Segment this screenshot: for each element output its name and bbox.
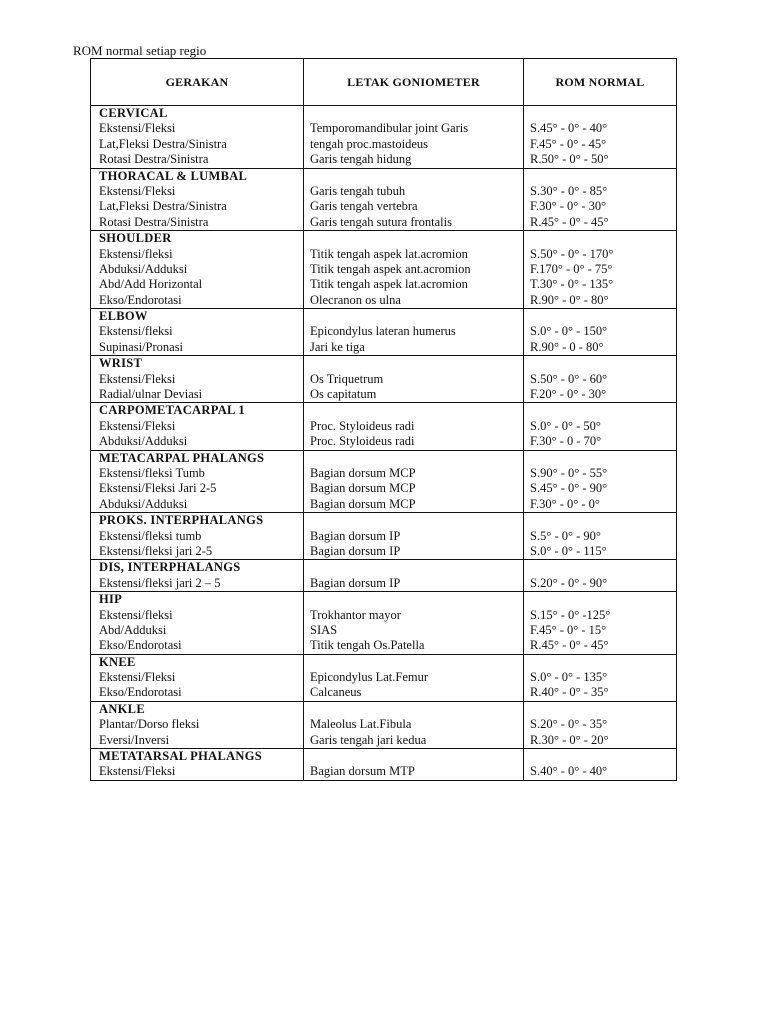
goniometer-cell: Bagian dorsum IP bbox=[304, 576, 524, 591]
goniometer-cell: Garis tengah jari kedua bbox=[304, 733, 524, 748]
section-title-row bbox=[91, 702, 676, 717]
gerakan-cell: Ekso/Endorotasi bbox=[91, 293, 304, 308]
rom-normal-cell: S.30° - 0° - 85° bbox=[530, 183, 608, 198]
gerakan-cell: Ekstensi/fleksi jari 2-5 bbox=[91, 544, 304, 559]
goniometer-cell: Jari ke tiga bbox=[304, 340, 524, 355]
goniometer-cell: Proc. Styloideus radi bbox=[304, 419, 524, 434]
table-row bbox=[91, 372, 676, 387]
rom-normal-cell: S.20° - 0° - 90° bbox=[530, 575, 608, 590]
empty-cell bbox=[304, 309, 524, 324]
goniometer-cell: Bagian dorsum MTP bbox=[304, 764, 524, 779]
section-9 bbox=[91, 591, 676, 654]
empty-cell bbox=[524, 749, 676, 764]
section-7 bbox=[91, 512, 676, 559]
table-row bbox=[91, 293, 676, 308]
section-title-row bbox=[91, 749, 676, 764]
section-title: CERVICAL bbox=[91, 106, 304, 121]
table-row bbox=[91, 623, 676, 638]
empty-cell bbox=[304, 451, 524, 466]
goniometer-cell: Trokhantor mayor bbox=[304, 608, 524, 623]
empty-cell bbox=[304, 231, 524, 246]
empty-cell bbox=[524, 169, 676, 184]
gerakan-cell: Abd/Adduksi bbox=[91, 623, 304, 638]
table-row bbox=[91, 419, 676, 434]
empty-cell bbox=[304, 592, 524, 607]
table-body bbox=[91, 105, 676, 780]
gerakan-cell: Ekstensi/fleksi tumb bbox=[91, 529, 304, 544]
gerakan-cell: Ekstensi/Fleksi bbox=[91, 670, 304, 685]
table-row bbox=[91, 247, 676, 262]
table-header bbox=[91, 59, 676, 105]
rom-normal-cell: F.30° - 0° - 0° bbox=[530, 496, 600, 511]
empty-cell bbox=[524, 403, 676, 418]
rom-normal-cell: S.90° - 0° - 55° bbox=[530, 465, 608, 480]
table-row bbox=[91, 199, 676, 214]
table-row bbox=[91, 466, 676, 481]
section-5 bbox=[91, 402, 676, 449]
rom-normal-cell: R.40° - 0° - 35° bbox=[530, 685, 609, 700]
goniometer-cell: Bagian dorsum MCP bbox=[304, 497, 524, 512]
section-title-row bbox=[91, 655, 676, 670]
empty-cell bbox=[524, 592, 676, 607]
goniometer-cell: Bagian dorsum MCP bbox=[304, 466, 524, 481]
rom-normal-cell: R.90° - 0° - 80° bbox=[530, 292, 609, 307]
gerakan-cell: Abduksi/Adduksi bbox=[91, 497, 304, 512]
section-title-row bbox=[91, 231, 676, 246]
table-row bbox=[91, 733, 676, 748]
gerakan-cell: Rotasi Destra/Sinistra bbox=[91, 152, 304, 167]
table-row bbox=[91, 544, 676, 559]
section-8 bbox=[91, 559, 676, 591]
section-title: METATARSAL PHALANGS bbox=[91, 749, 304, 764]
table-row bbox=[91, 481, 676, 496]
goniometer-cell: Os capitatum bbox=[304, 387, 524, 402]
rom-normal-cell: R.45° - 0° - 45° bbox=[530, 638, 609, 653]
empty-cell bbox=[304, 560, 524, 575]
goniometer-cell: Garis tengah tubuh bbox=[304, 184, 524, 199]
section-title: HIP bbox=[91, 592, 304, 607]
table-row bbox=[91, 152, 676, 167]
rom-normal-cell: S.50° - 0° - 170° bbox=[530, 246, 614, 261]
table-row bbox=[91, 387, 676, 402]
table-row bbox=[91, 184, 676, 199]
empty-cell bbox=[304, 655, 524, 670]
goniometer-cell: Bagian dorsum MCP bbox=[304, 481, 524, 496]
gerakan-cell: Ekstensi/Fleksi bbox=[91, 121, 304, 136]
rom-normal-cell: S.0° - 0° - 50° bbox=[530, 418, 601, 433]
gerakan-cell: Ekstensi/Fleksi bbox=[91, 372, 304, 387]
gerakan-cell: Ekstensi/Fleksi bbox=[91, 419, 304, 434]
table-row bbox=[91, 215, 676, 230]
goniometer-cell: Titik tengah aspek lat.acromion bbox=[304, 277, 524, 292]
goniometer-cell: Bagian dorsum IP bbox=[304, 529, 524, 544]
goniometer-cell: Garis tengah sutura frontalis bbox=[304, 215, 524, 230]
goniometer-cell: Titik tengah aspek ant.acromion bbox=[304, 262, 524, 277]
section-3 bbox=[91, 308, 676, 355]
gerakan-cell: Ekstensi/fleksi Tumb bbox=[91, 466, 304, 481]
goniometer-cell: Epicondylus Lat.Femur bbox=[304, 670, 524, 685]
empty-cell bbox=[304, 702, 524, 717]
goniometer-cell: Calcaneus bbox=[304, 685, 524, 700]
empty-cell bbox=[524, 356, 676, 371]
empty-cell bbox=[524, 231, 676, 246]
rom-normal-cell: F.30° - 0° - 30° bbox=[530, 199, 607, 214]
rom-normal-cell: F.45° - 0° - 45° bbox=[530, 136, 607, 151]
gerakan-cell: Abduksi/Adduksi bbox=[91, 434, 304, 449]
goniometer-cell: Titik tengah Os.Patella bbox=[304, 638, 524, 653]
gerakan-cell: Radial/ulnar Deviasi bbox=[91, 387, 304, 402]
gerakan-cell: Abd/Add Horizontal bbox=[91, 277, 304, 292]
section-4 bbox=[91, 355, 676, 402]
section-title: PROKS. INTERPHALANGS bbox=[91, 513, 304, 528]
table-row bbox=[91, 608, 676, 623]
section-title: KNEE bbox=[91, 655, 304, 670]
empty-cell bbox=[304, 403, 524, 418]
rom-normal-cell: S.0° - 0° - 135° bbox=[530, 670, 608, 685]
goniometer-cell: Epicondylus lateran humerus bbox=[304, 324, 524, 339]
empty-cell bbox=[304, 169, 524, 184]
section-title: METACARPAL PHALANGS bbox=[91, 451, 304, 466]
section-title: CARPOMETACARPAL 1 bbox=[91, 403, 304, 418]
goniometer-cell: Garis tengah vertebra bbox=[304, 199, 524, 214]
gerakan-cell: Lat,Fleksi Destra/Sinistra bbox=[91, 199, 304, 214]
section-11 bbox=[91, 701, 676, 748]
goniometer-cell: Bagian dorsum IP bbox=[304, 544, 524, 559]
rom-normal-cell: R.30° - 0° - 20° bbox=[530, 732, 609, 747]
table-row bbox=[91, 576, 676, 591]
header-rom-normal: ROM NORMAL bbox=[555, 74, 645, 89]
gerakan-cell: Ekso/Endorotasi bbox=[91, 638, 304, 653]
section-6 bbox=[91, 450, 676, 513]
gerakan-cell: Ekstensi/Fleksi Jari 2-5 bbox=[91, 481, 304, 496]
section-title: THORACAL & LUMBAL bbox=[91, 169, 304, 184]
header-gerakan: GERAKAN bbox=[91, 59, 304, 105]
table-row bbox=[91, 340, 676, 355]
table-row bbox=[91, 262, 676, 277]
section-title-row bbox=[91, 592, 676, 607]
section-title-row bbox=[91, 106, 676, 121]
document-title: ROM normal setiap regio bbox=[73, 43, 207, 58]
rom-normal-cell: S.45° - 0° - 40° bbox=[530, 121, 608, 136]
section-0 bbox=[91, 105, 676, 168]
section-title: ANKLE bbox=[91, 702, 304, 717]
goniometer-cell: Olecranon os ulna bbox=[304, 293, 524, 308]
table-row bbox=[91, 685, 676, 700]
empty-cell bbox=[304, 356, 524, 371]
table-row bbox=[91, 638, 676, 653]
rom-normal-cell: R.50° - 0° - 50° bbox=[530, 152, 609, 167]
goniometer-cell: SIAS bbox=[304, 623, 524, 638]
gerakan-cell: Ekso/Endorotasi bbox=[91, 685, 304, 700]
empty-cell bbox=[524, 513, 676, 528]
rom-normal-cell: S.15° - 0° -125° bbox=[530, 607, 611, 622]
empty-cell bbox=[524, 702, 676, 717]
table-row bbox=[91, 434, 676, 449]
gerakan-cell: Ekstensi/fleksi jari 2 – 5 bbox=[91, 576, 304, 591]
table-row bbox=[91, 764, 676, 779]
empty-cell bbox=[304, 749, 524, 764]
section-title: WRIST bbox=[91, 356, 304, 371]
section-title: SHOULDER bbox=[91, 231, 304, 246]
section-10 bbox=[91, 654, 676, 701]
section-2 bbox=[91, 230, 676, 308]
goniometer-cell: Os Triquetrum bbox=[304, 372, 524, 387]
table-row bbox=[91, 497, 676, 512]
table-row bbox=[91, 324, 676, 339]
section-title: ELBOW bbox=[91, 309, 304, 324]
rom-normal-cell: S.20° - 0° - 35° bbox=[530, 717, 608, 732]
gerakan-cell: Lat,Fleksi Destra/Sinistra bbox=[91, 137, 304, 152]
empty-cell bbox=[524, 106, 676, 121]
section-title-row bbox=[91, 560, 676, 575]
empty-cell bbox=[304, 513, 524, 528]
goniometer-cell: Temporomandibular joint Garis bbox=[304, 121, 524, 136]
section-12 bbox=[91, 748, 676, 780]
gerakan-cell: Plantar/Dorso fleksi bbox=[91, 717, 304, 732]
goniometer-cell: Titik tengah aspek lat.acromion bbox=[304, 247, 524, 262]
section-title-row bbox=[91, 513, 676, 528]
empty-cell bbox=[524, 655, 676, 670]
rom-table bbox=[90, 58, 677, 781]
table-row bbox=[91, 137, 676, 152]
rom-normal-cell: T.30° - 0° - 135° bbox=[530, 277, 614, 292]
gerakan-cell: Ekstensi/fleksi bbox=[91, 608, 304, 623]
table-row bbox=[91, 277, 676, 292]
empty-cell bbox=[524, 451, 676, 466]
gerakan-cell: Abduksi/Adduksi bbox=[91, 262, 304, 277]
rom-normal-cell: F.170° - 0° - 75° bbox=[530, 261, 613, 276]
gerakan-cell: Ekstensi/Fleksi bbox=[91, 184, 304, 199]
goniometer-cell: Garis tengah hidung bbox=[304, 152, 524, 167]
table-row bbox=[91, 717, 676, 732]
rom-normal-cell: S.45° - 0° - 90° bbox=[530, 481, 608, 496]
gerakan-cell: Eversi/Inversi bbox=[91, 733, 304, 748]
table-row bbox=[91, 529, 676, 544]
gerakan-cell: Ekstensi/fleksi bbox=[91, 247, 304, 262]
section-1 bbox=[91, 168, 676, 231]
rom-normal-cell: S.0° - 0° - 150° bbox=[530, 324, 608, 339]
goniometer-cell: Maleolus Lat.Fibula bbox=[304, 717, 524, 732]
goniometer-cell: Proc. Styloideus radi bbox=[304, 434, 524, 449]
rom-normal-cell: F.20° - 0° - 30° bbox=[530, 387, 607, 402]
rom-normal-cell: S.0° - 0° - 115° bbox=[530, 543, 607, 558]
section-title: DIS, INTERPHALANGS bbox=[91, 560, 304, 575]
rom-normal-cell: S.5° - 0° - 90° bbox=[530, 528, 601, 543]
rom-normal-cell: R.45° - 0° - 45° bbox=[530, 214, 609, 229]
header-letak-goniometer: LETAK GONIOMETER bbox=[304, 59, 524, 105]
section-title-row bbox=[91, 403, 676, 418]
rom-normal-cell: S.50° - 0° - 60° bbox=[530, 371, 608, 386]
gerakan-cell: Rotasi Destra/Sinistra bbox=[91, 215, 304, 230]
gerakan-cell: Ekstensi/fleksi bbox=[91, 324, 304, 339]
goniometer-cell: tengah proc.mastoideus bbox=[304, 137, 524, 152]
section-title-row bbox=[91, 169, 676, 184]
rom-normal-cell: R.90° - 0 - 80° bbox=[530, 339, 604, 354]
rom-normal-cell: S.40° - 0° - 40° bbox=[530, 764, 608, 779]
gerakan-cell: Supinasi/Pronasi bbox=[91, 340, 304, 355]
section-title-row bbox=[91, 451, 676, 466]
rom-normal-cell: F.45° - 0° - 15° bbox=[530, 622, 607, 637]
section-title-row bbox=[91, 309, 676, 324]
rom-normal-cell: F.30° - 0 - 70° bbox=[530, 434, 602, 449]
table-row bbox=[91, 670, 676, 685]
empty-cell bbox=[524, 309, 676, 324]
section-title-row bbox=[91, 356, 676, 371]
table-row bbox=[91, 121, 676, 136]
gerakan-cell: Ekstensi/Fleksi bbox=[91, 764, 304, 779]
empty-cell bbox=[524, 560, 676, 575]
empty-cell bbox=[304, 106, 524, 121]
